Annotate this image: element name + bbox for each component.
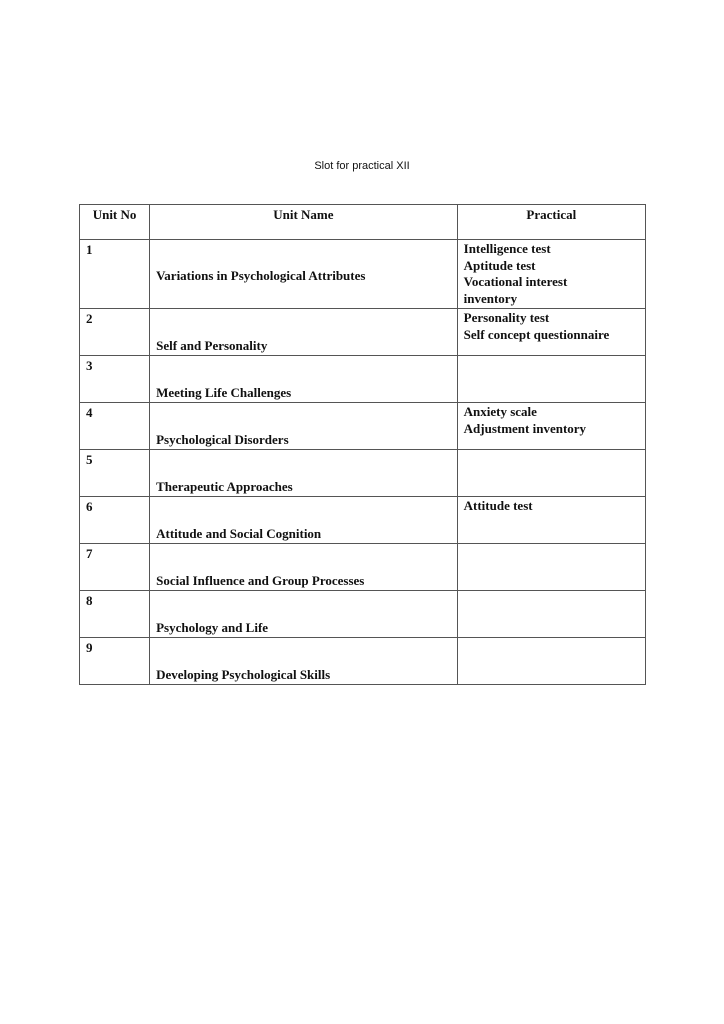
practical-item: Attitude test: [463, 498, 533, 513]
table-row: [80, 356, 646, 403]
header-practical: Practical: [457, 205, 645, 240]
practical-cell: [457, 403, 645, 450]
header-unit-no: Unit No: [80, 205, 150, 240]
practical-cell: [457, 450, 645, 497]
practical-item: Adjustment inventory: [463, 420, 587, 436]
unit-number: 8: [80, 591, 150, 638]
unit-name: Meeting Life Challenges: [156, 385, 292, 400]
table-row: [80, 450, 646, 497]
unit-number: 2: [80, 309, 150, 356]
unit-name-cell: [150, 591, 458, 638]
unit-name: Variations in Psychological Attributes: [156, 268, 366, 283]
table-row: [80, 544, 646, 591]
unit-name-cell: [150, 497, 458, 544]
practical-cell: [457, 240, 645, 309]
table-row: [80, 403, 646, 450]
header-unit-name: Unit Name: [150, 205, 458, 240]
unit-number: 5: [80, 450, 150, 497]
practical-cell: [457, 309, 645, 356]
practical-item: Vocational interest: [463, 274, 568, 289]
table-row: [80, 309, 646, 356]
practical-item: inventory: [463, 290, 518, 306]
unit-name-cell: [150, 450, 458, 497]
table-row: [80, 638, 646, 685]
unit-name-cell: [150, 638, 458, 685]
unit-name-cell: [150, 403, 458, 450]
practical-cell: [457, 497, 645, 544]
practical-cell: [457, 638, 645, 685]
table-row: [80, 591, 646, 638]
practical-item: Self concept questionnaire: [463, 326, 610, 342]
table-row: [80, 497, 646, 544]
unit-number: 7: [80, 544, 150, 591]
practical-cell: [457, 591, 645, 638]
practical-item: Anxiety scale: [463, 404, 537, 419]
unit-name: Social Influence and Group Processes: [156, 573, 365, 588]
unit-number: 6: [80, 497, 150, 544]
table-row: [80, 240, 646, 309]
practical-cell: [457, 544, 645, 591]
unit-name: Therapeutic Approaches: [156, 479, 293, 494]
unit-name: Attitude and Social Cognition: [156, 526, 322, 541]
practical-slot-table: [79, 204, 646, 685]
practical-item: Intelligence test: [463, 241, 551, 256]
unit-name-cell: [150, 544, 458, 591]
unit-name-cell: [150, 356, 458, 403]
unit-name: Self and Personality: [156, 338, 268, 353]
unit-name-cell: [150, 309, 458, 356]
unit-number: 3: [80, 356, 150, 403]
table-header-row: [80, 205, 646, 240]
page-title: Slot for practical XII: [314, 160, 410, 172]
unit-name: Psychological Disorders: [156, 432, 289, 447]
unit-number: 1: [80, 240, 150, 309]
unit-name: Psychology and Life: [156, 620, 269, 635]
unit-name-cell: [150, 240, 458, 309]
unit-number: 9: [80, 638, 150, 685]
unit-name: Developing Psychological Skills: [156, 667, 331, 682]
practical-item: Personality test: [463, 310, 550, 325]
practical-item: Aptitude test: [463, 257, 536, 273]
unit-number: 4: [80, 403, 150, 450]
practical-cell: [457, 356, 645, 403]
